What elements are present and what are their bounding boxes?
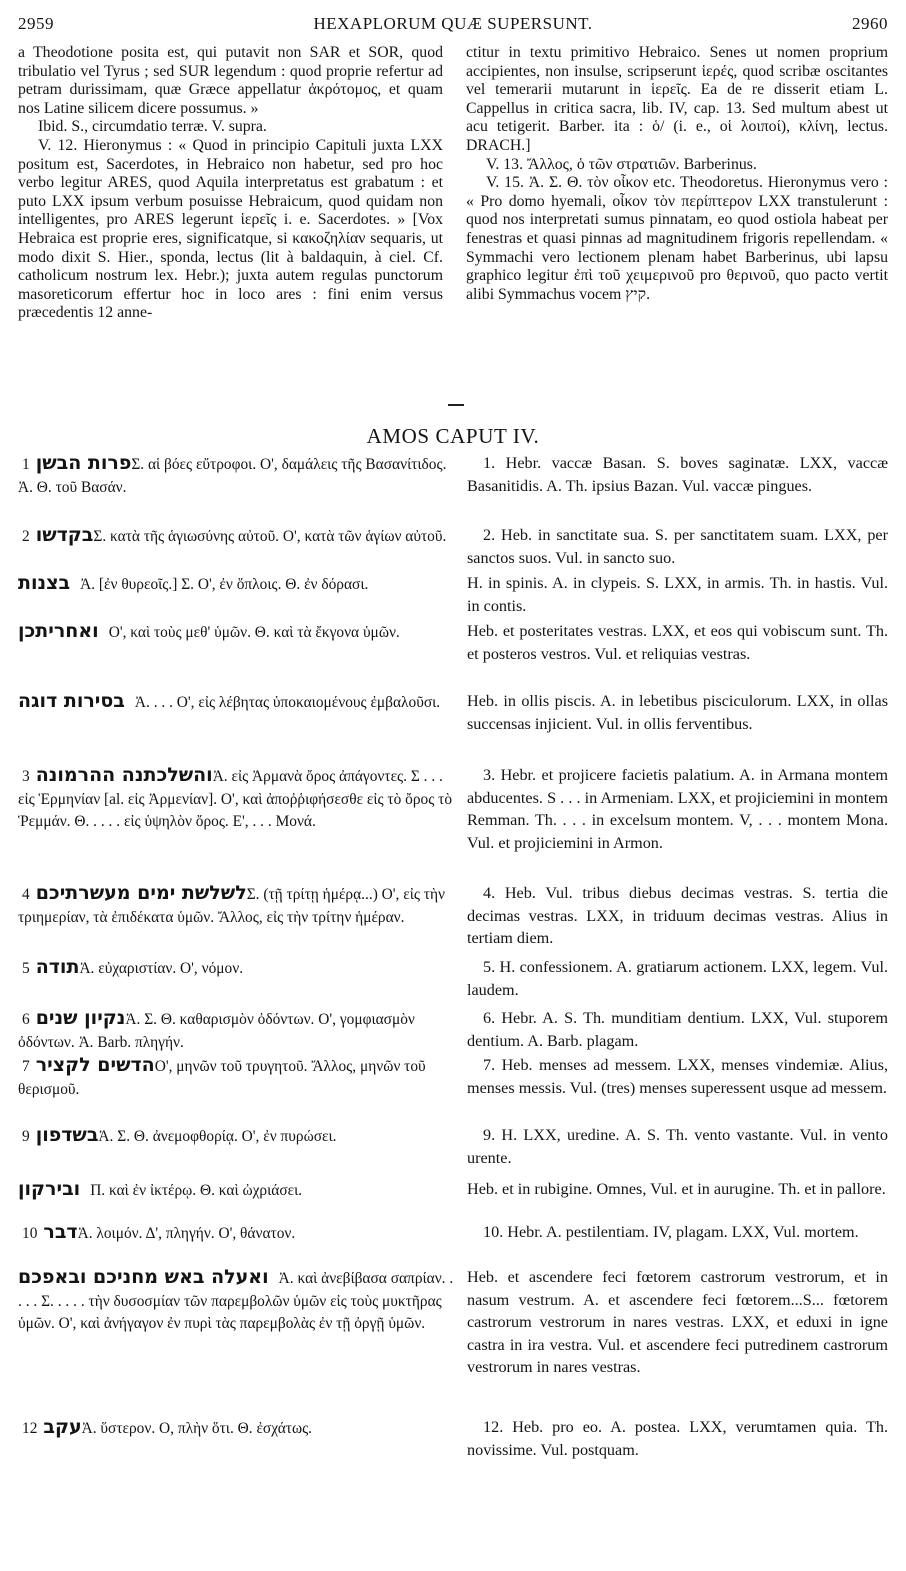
greek-readings: Ο', καὶ τοὺς μεθ' ὑμῶν. Θ. καὶ τὰ ἔκγονα ὑμῶν.	[108, 624, 400, 641]
hebrew-entry	[18, 764, 458, 834]
greek-readings: Ἀ. λοιμόν. Δ', πληγήν. Ο', θάνατον.	[77, 1225, 296, 1242]
hebrew-lemma: ובירקון	[18, 1178, 81, 1200]
hebrew-entry	[18, 620, 458, 645]
verse-number: 5	[22, 960, 30, 977]
hebrew-lemma: בקדשו	[35, 524, 94, 546]
verse-number: 4	[22, 886, 30, 903]
note-paragraph: V. 13. Ἄλλος, ὁ τῶν στρατιῶν. Barberinus.	[486, 155, 757, 173]
latin-translation: 12. Heb. pro eo. A. postea. LXX, verumtamen quia. Th. novissime. Vul. postquam.	[467, 1418, 888, 1459]
latin-translation: 9. H. LXX, uredine. A. S. Th. vento vastante. Vul. in vento urente.	[467, 1126, 888, 1167]
hebrew-lemma: בצנות	[18, 572, 71, 594]
note-paragraph: ctitur in textu primitivo Hebraico. Senes ut nomen proprium accipientes, non insulse, scripserunt ἱερές, quod scribæ oscitantes vel temerarii mutarunt in ἱερεῖς. Ea de re disserit etiam L. Cappellus in critica sacra, lib. IV, cap. 13. Sed multum abest ut acu tetigerit. Barber. ita : ὁ/ (i. e., οἱ λοιποί), κλίνη, lectus. DRACH.]	[466, 44, 888, 154]
hebrew-lemma: תודה	[35, 956, 80, 978]
hebrew-entry	[18, 1266, 458, 1336]
hebrew-entry	[18, 452, 458, 499]
hebrew-lemma: דבר	[43, 1221, 78, 1243]
verse-number	[80, 1182, 90, 1199]
latin-translation: 1. Hebr. vaccæ Basan. S. boves saginatæ. LXX, vaccæ Basanitidis. A. Th. ipsius Bazan. Vul. vaccæ pingues.	[467, 454, 888, 495]
hebrew-lemma: נקיון שנים	[35, 1007, 126, 1029]
hebrew-entry	[18, 1054, 458, 1101]
greek-readings: Ἀ. [ἐν θυρεοῖς.] Σ. Ο', ἐν ὅπλοις. Θ. ἐν δόρασι.	[80, 576, 369, 593]
latin-translation: 6. Hebr. A. S. Th. munditiam dentium. LXX, Vul. stuporem dentium. A. Barb. plagam.	[467, 1009, 888, 1050]
hebrew-lemma: והשלכתנה ההרמונה	[35, 764, 213, 786]
latin-translation: Heb. et ascendere feci fœtorem castrorum vestrorum, et in nasum vestrum. A. et ascendere feci fœtorem...S... fœtorem castrorum vestrorum in nares vestras. LXX, et eduxi in igne castra in ira vestra. Vul. et ascendere feci putredinem castrorum vestrorum in nares vestras.	[467, 1268, 888, 1376]
hebrew-lemma: הדשים לקציר	[35, 1054, 155, 1076]
running-header	[18, 14, 888, 38]
latin-translation: Heb. et posteritates vestras. LXX, et eos qui vobiscum sunt. Th. et posteros vestros. Vul. et reliquias vestras.	[467, 622, 888, 663]
hebrew-entry	[18, 1007, 458, 1054]
note-paragraph: Ibid. S., circumdatio terræ. V. supra.	[38, 118, 267, 136]
latin-translation: 7. Heb. menses ad messem. LXX, menses vindemiæ. Alius, menses messis. Vul. (tres) menses superessent usque ad messem.	[467, 1056, 888, 1097]
note-paragraph: a Theodotione posita est, qui putavit non SAR et SOR, quod tribulatio vel Tyrus ; sed SUR legendum : quod proprie refertur ad petram durissimam, quæ Græce appellatur ἀκρότομος, et quam nos Latine silicem dicere possumus. »	[18, 44, 443, 117]
hebrew-entry	[18, 1416, 458, 1441]
verse-number: 7	[22, 1058, 30, 1075]
section-divider	[448, 404, 464, 406]
greek-readings: Ἀ. . . . Ο', εἰς λέβητας ὑποκαιομένους ἐμβαλοῦσι.	[134, 694, 441, 711]
note-paragraph: V. 12. Hieronymus : « Quod in principio Capituli juxta LXX positum est, Sacerdotes, in Hebraico non habetur, sed pro hoc verbo legitur ARES, quod Aquila interpretatus est grabatum : et puto LXX ipsum verbum posuisse Hebraicum, quod quidam non intelligentes, pro ARES legerunt ἱερεῖς i. e. Sacerdotes. » [Vox Hebraica est proprie eres, significatque, si κακοζηλίαν sequaris, ut modo dixit S. Hier., sponda, lectus (lit à baldaquin, à ciel. Cf. catholicum nostrum lex. Hebr.); juxta autem regulas punctorum masoreticorum effertur hoc in loco ares : fini enim versus præcedentis 12 anne-	[18, 136, 443, 322]
hebrew-lemma: לשלשת ימים מעשרתיכם	[35, 882, 247, 904]
hebrew-lemma: ואחריתכן	[18, 620, 99, 642]
latin-translation: 4. Heb. Vul. tribus diebus decimas vestras. S. tertia die decimas vestras. LXX, in triduum decimas vestras. Alius in tertiam diem.	[467, 884, 888, 947]
hebrew-lemma: בשדפון	[35, 1124, 99, 1146]
hebrew-entry	[18, 572, 458, 597]
hebrew-lemma: ואעלה באש מחניכם ובאפכם	[18, 1266, 269, 1288]
greek-readings: Ἀ. Σ. Θ. καθαρισμὸν ὀδόντων. Ο', γομφιασμὸν ὀδόντων. Ἀ. Barb. πληγήν.	[18, 1011, 415, 1051]
verse-number	[99, 624, 109, 641]
greek-readings: Ἀ. καὶ ἀνεβίβασα σαπρίαν. . . . . Σ. . . . . τὴν δυσοσμίαν τῶν παρεμβολῶν ὑμῶν εἰς τοὺς μυκτῆρας ὑμῶν. Ο', καὶ ἀνήγαγον ἐν πυρὶ τὰς παρεμβολὰς ἐν τῇ ὀργῇ ὑμῶν.	[18, 1270, 454, 1332]
verse-number	[269, 1270, 279, 1287]
hebrew-entry	[18, 882, 458, 929]
verse-number: 3	[22, 768, 30, 785]
latin-translation: 5. H. confessionem. A. gratiarum actionem. LXX, legem. Vul. laudem.	[467, 958, 888, 999]
greek-readings: Ἀ. ὕστερον. Ο, πλὴν ὅτι. Θ. ἐσχάτως.	[81, 1420, 313, 1437]
latin-translation: Heb. et in rubigine. Omnes, Vul. et in aurugine. Th. et in pallore.	[467, 1180, 886, 1198]
verse-number	[125, 694, 135, 711]
verse-number	[70, 576, 80, 593]
hebrew-entry	[18, 524, 458, 549]
hebrew-entry	[18, 1124, 458, 1149]
greek-readings: Σ. αἱ βόες εὔτροφοι. Ο', δαμάλεις τῆς Βασανίτιδος. Ἀ. Θ. τοῦ Βασάν.	[18, 456, 447, 496]
greek-readings: Σ. κατὰ τῆς ἁγιωσύνης αὐτοῦ. Ο', κατὰ τῶν ἁγίων αὐτοῦ.	[93, 528, 447, 545]
latin-translation: H. in spinis. A. in clypeis. S. LXX, in armis. Th. in hastis. Vul. in contis.	[467, 574, 888, 615]
hebrew-entry	[18, 956, 458, 981]
notes-column-right	[466, 44, 888, 304]
hebrew-entry	[18, 1221, 458, 1246]
hebrew-lemma: פרות הבשן	[35, 452, 132, 474]
latin-translation: Heb. in ollis piscis. A. in lebetibus pisciculorum. LXX, in ollas succensas injicient. Vul. in ollis ferventibus.	[467, 692, 888, 733]
greek-readings: Ἀ. εἰς Ἀρμανὰ ὄρος ἀπάγοντες. Σ . . . εἰς Ἑρμηνίαν [al. εἰς Ἀρμενίαν]. Ο', καὶ ἀποῤῥιφήσεσθε εἰς τὸ ὄρος τὸ Ῥεμμάν. Θ. . . . . εἰς ὑψηλὸν ὄρος. Ε', . . . Μονά.	[18, 768, 453, 830]
chapter-title: AMOS CAPUT IV.	[366, 424, 540, 448]
hebrew-lemma: בסירות דוגה	[18, 690, 125, 712]
verse-number: 9	[22, 1128, 30, 1145]
latin-translation: 10. Hebr. A. pestilentiam. IV, plagam. LXX, Vul. mortem.	[483, 1223, 859, 1241]
greek-readings: Π. καὶ ἐν ἰκτέρῳ. Θ. καὶ ὠχριάσει.	[90, 1182, 303, 1199]
verse-number: 2	[22, 528, 30, 545]
greek-readings: Σ. (τῇ τρίτῃ ἡμέρᾳ...) Ο', εἰς τὴν τριημερίαν, τὰ ἐπιδέκατα ὑμῶν. Ἄλλος, εἰς τὴν τρίτην ἡμέραν.	[18, 886, 445, 926]
running-title: HEXAPLORUM QUÆ SUPERSUNT.	[313, 14, 593, 33]
verse-number: 6	[22, 1011, 30, 1028]
hebrew-lemma: עקב	[43, 1416, 82, 1438]
verse-number: 12	[22, 1420, 38, 1437]
page-number-left: 2959	[18, 14, 54, 33]
greek-readings: Ἀ. εὐχαριστίαν. Ο', νόμον.	[79, 960, 244, 977]
latin-translation: 2. Heb. in sanctitate sua. S. per sanctitatem suam. LXX, per sanctos suos. Vul. in sancto suo.	[467, 526, 888, 567]
latin-translation: 3. Hebr. et projicere facietis palatium. A. in Armana montem abducentes. S . . . in Armeniam. LXX, et projiciemini in montem Remman. Th. . . . in excelsum montem. V, . . . montem Mona. Vul. et projiciemini in Armon.	[467, 766, 888, 852]
hebrew-entry	[18, 1178, 458, 1203]
hebrew-entry	[18, 690, 458, 715]
notes-column-left	[18, 44, 443, 323]
verse-number: 1	[22, 456, 30, 473]
greek-readings: Ο', μηνῶν τοῦ τρυγητοῦ. Ἄλλος, μηνῶν τοῦ θερισμοῦ.	[18, 1058, 426, 1098]
verse-number: 10	[22, 1225, 38, 1242]
note-paragraph: V. 15. Ἀ. Σ. Θ. τὸν οἶκον etc. Theodoretus. Hieronymus vero : « Pro domo hyemali, οἶκον τὸν περίπτερον LXX transtulerunt : quod nos interpretati sumus pinnatam, eo quod ostiola habeat per fenestras et quasi pinnas ad magnitudinem frigoris repellendam. « Symmachi vero lectionem plenam habet Barberinus, ubi lapsu graphico legitur ἐπὶ τοῦ χειμερινοῦ pro θερινοῦ, quo pacto vertit alibi Symmachus vocem קיץ.	[466, 174, 888, 303]
page-number-right: 2960	[852, 14, 888, 33]
greek-readings: Ἀ. Σ. Θ. ἀνεμοφθορίᾳ. Ο', ἐν πυρώσει.	[98, 1128, 337, 1145]
